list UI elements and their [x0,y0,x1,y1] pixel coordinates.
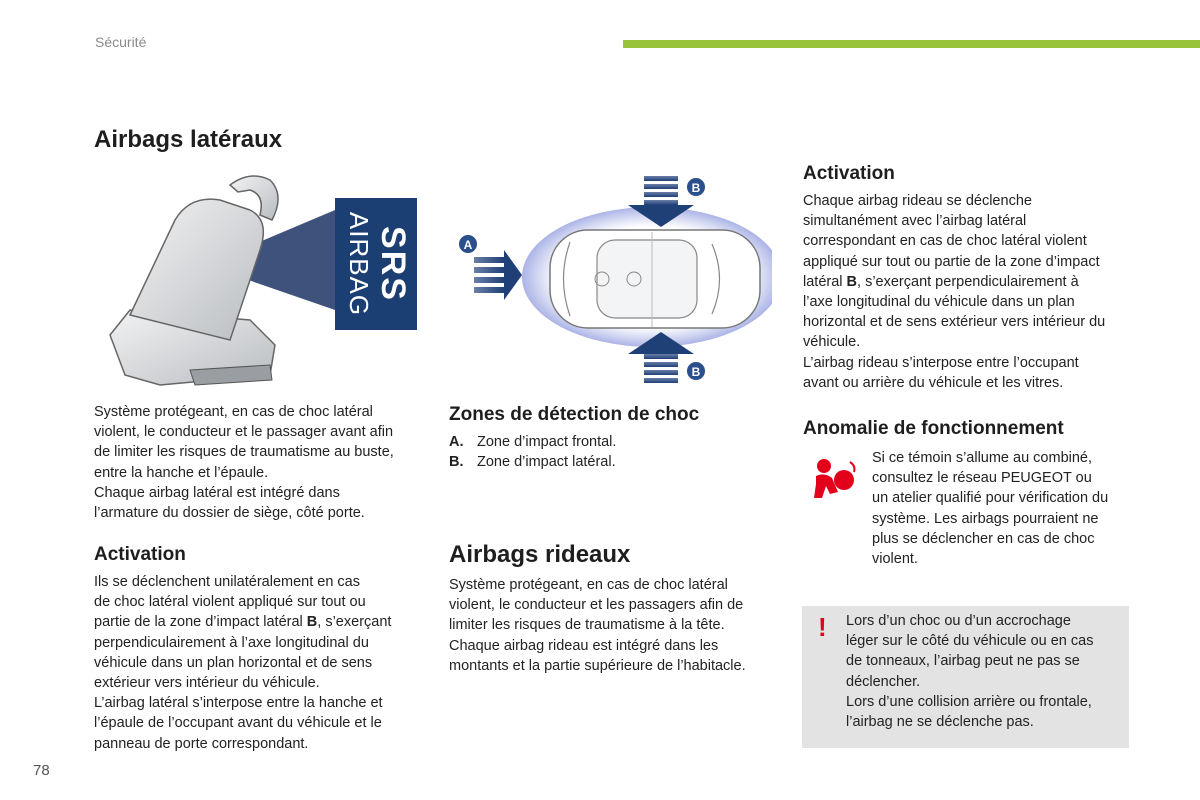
label-a-text: A [463,238,473,252]
list-item-key: A. [449,434,464,450]
text-line: Chaque airbag latéral est intégré dans [94,484,340,501]
warning-icon: ! [818,612,827,642]
text-line: l’airbag ne se déclenche pas. [846,714,1034,731]
text-line: perpendiculairement à l’axe longitudinal du [94,634,369,651]
frontal-impact-arrow [474,250,522,300]
text-line: horizontal et de sens extérieur vers intérieur du [803,314,1106,331]
list-item-text: Zone d’impact latéral. [477,454,616,471]
text-line: de limiter les risques de traumatisme au buste, [94,444,394,461]
text-line: latéral B, s’exerçant perpendiculairement à [803,273,1079,290]
text-line: entre la hanche et l’épaule. [94,464,269,481]
text-line: extérieur vers intérieur du véhicule. [94,675,320,692]
curtain-airbags-intro [449,575,779,676]
text-line: L’airbag rideau s’interpose entre l’occupant [803,354,1079,371]
text-line: de tonneaux, l’airbag peut ne pas se [846,653,1080,670]
page-number: 78 [33,762,50,779]
side-activation-text [94,572,424,754]
text-line: Système protégeant, en cas de choc latéral [94,404,373,420]
detection-list [449,432,769,472]
text-line: Si ce témoin s’allume au combiné, [872,450,1093,466]
impact-zones-diagram [452,172,772,387]
text-line: limiter les risques de traumatisme à la tête. [449,617,725,634]
text-line: l’armature du dossier de siège, côté porte. [94,505,365,522]
text-line: violent. [872,551,918,568]
list-item-text: Zone d’impact frontal. [477,434,617,450]
text-line: violent, le conducteur et les passagers afin de [449,597,744,614]
text-line: un atelier qualifié pour vérification du [872,490,1109,507]
text-line: plus se déclencher en cas de choc [872,530,1095,547]
list-item [449,452,769,472]
seat-illustration [100,170,430,395]
text-line: panneau de porte correspondant. [94,735,309,752]
text-line: appliqué sur tout ou partie de la zone d’impact [803,253,1100,270]
text-line: Ils se déclenchent unilatéralement en cas [94,574,360,590]
warning-text [846,611,1116,732]
side-activation-title: Activation [94,544,186,565]
text-line: léger sur le côté du véhicule ou en cas [846,633,1094,650]
label-b-bottom-text: B [691,365,701,379]
text-line: l’axe longitudinal du véhicule dans un plan [803,294,1075,311]
text-line: correspondant en cas de choc latéral violent [803,233,1087,250]
curtain-activation-title: Activation [803,163,895,184]
badge-text-srs: SRS [374,226,412,302]
text-line: Chaque airbag rideau se déclenche [803,193,1032,209]
list-item [449,432,769,452]
text-line: véhicule dans un plan horizontal et de sens [94,654,373,671]
text-line: partie de la zone d’impact latéral B, s’exerçant [94,614,392,631]
badge-text-airbag: AIRBAG [344,211,374,317]
list-item-key: B. [449,454,464,471]
detection-title: Zones de détection de choc [449,404,700,425]
airbag-warning-light-icon [810,454,860,504]
text-line: système. Les airbags pourraient ne [872,510,1099,527]
text-line: Lors d’un choc ou d’un accrochage [846,613,1071,629]
section-label: Sécurité [95,34,147,50]
text-line: montants et la partie supérieure de l’habitacle. [449,657,746,674]
text-line: l’épaule de l’occupant avant du véhicule et le [94,715,382,732]
text-line: violent, le conducteur et le passager avant afin [94,424,394,441]
text-line: Lors d’une collision arrière ou frontale, [846,693,1092,710]
curtain-airbags-title: Airbags rideaux [449,541,631,568]
text-line: Chaque airbag rideau est intégré dans les [449,637,719,654]
text-line: déclencher. [846,673,921,690]
text-line: simultanément avec l’airbag latéral [803,213,1027,230]
anomaly-text [872,448,1142,569]
side-airbags-intro [94,402,424,523]
side-airbags-title: Airbags latéraux [94,126,283,153]
text-line: L’airbag latéral s’interpose entre la hanche et [94,695,383,712]
text-line: avant ou arrière du véhicule et les vitres. [803,374,1064,391]
label-b-top-text: B [691,181,701,195]
text-line: consultez le réseau PEUGEOT ou [872,470,1092,487]
section-accent-bar [623,40,1200,48]
text-line: véhicule. [803,334,861,351]
curtain-activation-text [803,191,1143,393]
text-line: de choc latéral violent appliqué sur tout ou [94,594,366,611]
car-roof-icon [597,240,697,318]
anomaly-title: Anomalie de fonctionnement [803,418,1064,439]
text-line: Système protégeant, en cas de choc latéral [449,577,728,593]
